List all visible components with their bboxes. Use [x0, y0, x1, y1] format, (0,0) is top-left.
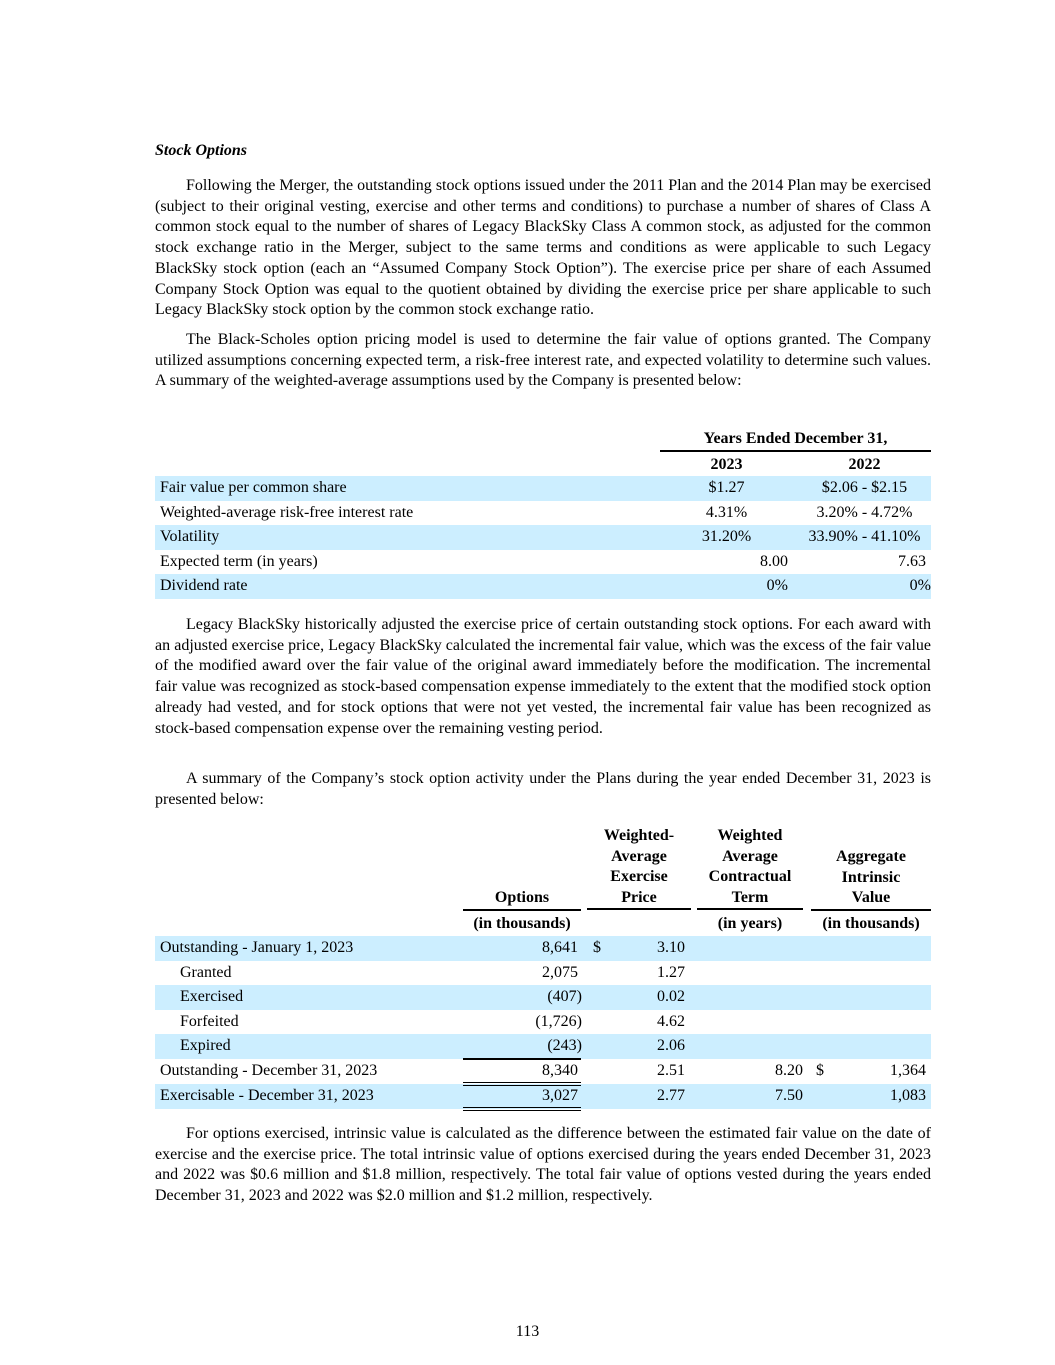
row-label: Exercisable - December 31, 2023	[160, 1087, 374, 1104]
options-value: 8,641	[542, 939, 578, 956]
row-label: Forfeited	[180, 1012, 239, 1030]
table-row	[155, 574, 931, 599]
currency-symbol: $	[593, 939, 601, 956]
header-line: Contractual	[708, 868, 792, 885]
header-line: Weighted	[717, 827, 783, 844]
exercise-price-column-header	[587, 826, 691, 910]
value-2022: 3.20% - 4.72%	[816, 503, 913, 521]
options-value: (407)	[547, 988, 582, 1005]
table-row	[155, 1059, 931, 1084]
total-double-rule	[463, 1082, 581, 1086]
years-ended-header: Years Ended December 31,	[660, 428, 931, 452]
options-value: 8,340	[542, 1062, 578, 1079]
row-label: Expected term (in years)	[160, 552, 318, 570]
table-row	[155, 936, 931, 961]
section-heading: Stock Options	[155, 142, 248, 159]
value-2022: 7.63	[898, 552, 926, 570]
options-value: (243)	[547, 1037, 582, 1054]
term-unit-label: (in years)	[717, 915, 783, 932]
table-row	[155, 985, 931, 1010]
row-label: Outstanding - December 31, 2023	[160, 1062, 378, 1079]
paragraph-legacy-adjustment: Legacy BlackSky historically adjusted the exercise price of certain outstanding stock options. For each award with an adjusted exercise price, Legacy BlackSky calculated the incremental fair value, which was the excess of the fair value of the modified award over the fair value of the original award immediately before the modification. The incremental fair value was recognized as stock-based compensation expense immediately to the extent that the modified stock option already had vested, and for stock options that were not yet vested, the incremental fair value has been recognized as stock-based compensation expense over the remaining vesting period.	[155, 616, 931, 737]
exercise-price-value: 4.62	[657, 1012, 685, 1030]
exercise-price-value: 2.51	[657, 1062, 685, 1079]
header-line: Intrinsic	[841, 868, 901, 886]
exercise-price-value: 2.06	[657, 1037, 685, 1054]
contractual-term-value: 7.50	[775, 1087, 803, 1104]
row-label: Dividend rate	[160, 577, 248, 594]
row-label: Expired	[180, 1037, 231, 1054]
header-line: Weighted-	[603, 827, 675, 844]
table-row	[155, 525, 931, 550]
paragraph-activity-summary: A summary of the Company’s stock option activity under the Plans during the year ended December 31, 2023 is presented below:	[155, 770, 931, 808]
contractual-term-value: 8.20	[775, 1062, 803, 1079]
contractual-term-column-header	[697, 826, 803, 910]
value-2023: 31.20%	[701, 528, 752, 545]
row-label: Granted	[180, 963, 232, 981]
total-double-rule	[463, 1107, 581, 1111]
year-2022-header: 2022	[798, 454, 931, 478]
value-2023: 8.00	[760, 552, 788, 570]
table-row	[155, 1034, 931, 1059]
value-2023: 4.31%	[705, 503, 748, 521]
table-row	[155, 550, 931, 575]
options-value: 2,075	[542, 963, 578, 981]
paragraph-intrinsic-value: For options exercised, intrinsic value is calculated as the difference between the estimated fair value on the date of exercise and the exercise price. The total intrinsic value of options exercised during the years ended December 31, 2023 and 2022 was $0.6 million and $1.8 million, respectively. The total fair value of options vested during the years ended December 31, 2023 and 2022 was $2.0 million and $1.2 million, respectively.	[155, 1125, 931, 1205]
value-2022: $2.06 - $2.15	[821, 479, 908, 496]
row-label: Volatility	[160, 528, 220, 545]
header-line: Term	[731, 888, 769, 906]
table-row	[155, 501, 931, 526]
header-line: Aggregate	[836, 848, 906, 865]
currency-symbol: $	[816, 1062, 824, 1079]
options-value: 3,027	[542, 1087, 578, 1104]
value-2023: 0%	[766, 577, 788, 594]
paragraph-merger-options: Following the Merger, the outstanding stock options issued under the 2011 Plan and the 2014 Plan may be exercised (subject to their original vesting, exercise and other terms and conditions) to purchase a number of shares of Class A common stock equal to the number of shares of Legacy BlackSky Class A common stock, as adjusted for the common stock exchange ratio in the Merger, subject to the same terms and conditions as were applicable to such Legacy BlackSky stock option (each an “Assumed Company Stock Option”). The exercise price per share of each Assumed Company Stock Option was equal to the quotient obtained by dividing the exercise price per share applicable to such Legacy BlackSky stock option by the common stock exchange ratio.	[155, 177, 931, 319]
table-row	[155, 961, 931, 986]
header-line: Average	[722, 847, 778, 865]
header-line: Average	[611, 847, 667, 865]
value-2023: $1.27	[708, 479, 745, 496]
intrinsic-value: 1,083	[890, 1087, 926, 1104]
value-unit-label: (in thousands)	[822, 915, 920, 932]
table-row	[155, 1084, 931, 1109]
header-line: Price	[621, 888, 657, 906]
value-2022: 0%	[909, 577, 931, 594]
paragraph-black-scholes: The Black-Scholes option pricing model is used to determine the fair value of options granted. The Company utilized assumptions concerning expected term, a risk-free interest rate, and expected volatility to determine such values. A summary of the weighted-average assumptions used by the Company is presented below:	[155, 331, 931, 390]
exercise-price-value: 0.02	[657, 988, 685, 1005]
options-column-header: Options	[463, 888, 581, 911]
page-number: 113	[515, 1323, 540, 1340]
year-2023-header: 2023	[660, 454, 793, 478]
exercise-price-value: 2.77	[657, 1087, 685, 1104]
intrinsic-value-column-header	[811, 847, 931, 911]
row-label: Weighted-average risk-free interest rate	[160, 503, 414, 521]
header-line: Value	[851, 889, 891, 906]
table-row	[155, 1010, 931, 1035]
exercise-price-value: 1.27	[657, 963, 685, 981]
header-line: Exercise	[610, 868, 668, 885]
options-value: (1,726)	[535, 1012, 582, 1030]
table-row	[155, 476, 931, 501]
exercise-price-value: 3.10	[657, 939, 685, 956]
row-label: Outstanding - January 1, 2023	[160, 939, 354, 956]
options-unit-label: (in thousands)	[473, 915, 571, 932]
row-label: Fair value per common share	[160, 479, 347, 496]
intrinsic-value: 1,364	[890, 1062, 926, 1079]
value-2022: 33.90% - 41.10%	[808, 528, 921, 545]
row-label: Exercised	[180, 988, 244, 1005]
